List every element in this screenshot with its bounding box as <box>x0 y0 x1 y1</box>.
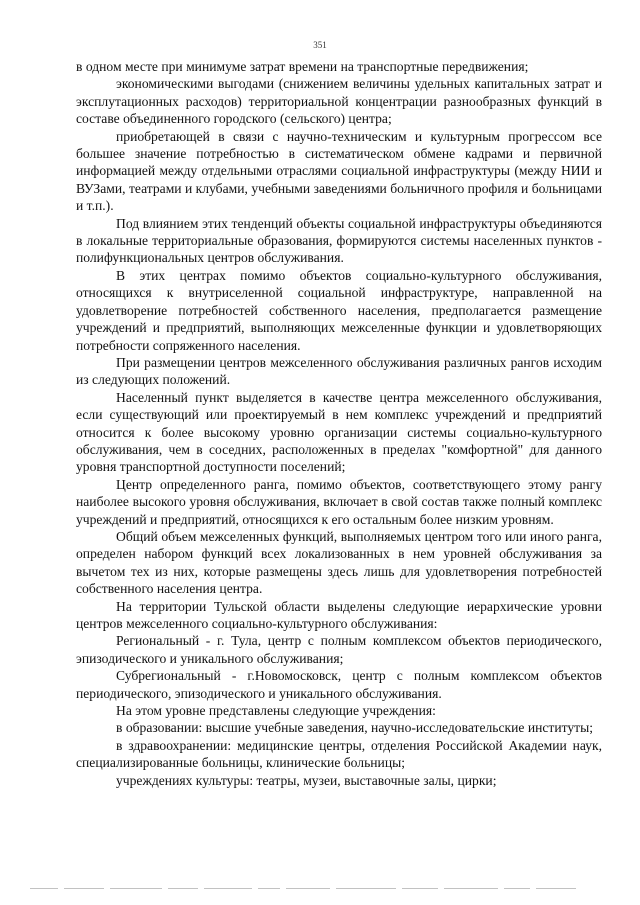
paragraph: Общий объем межселенных функций, выполняемых центром того или иного ранга, определен набором функций всех локализованных в нем уровней обслуживания за вычетом тех из них, которые размещены здесь лишь для удовлетворения потребностей собственного населения центра. <box>76 528 602 597</box>
paragraph: Субрегиональный - г.Новомосковск, центр с полным комплексом объектов периодического, эпизодического и уникального обслуживания. <box>76 668 602 701</box>
paragraph: Населенный пункт выделяется в качестве центра межселенного обслуживания, если существующий или проектируемый в нем комплекс учреждений и предприятий относится к более высокому уровню организации системы социально-культурного обслуживания, чем в соседних, расположенных в пределах "комфортной" для данного уровня транспортной доступности поселений; <box>76 389 602 475</box>
paragraph: Центр определенного ранга, помимо объектов, соответствующего этому рангу наиболее высокого уровня обслуживания, включает в свой состав также полный комплекс учреждений и предприятий, относящихся к его остальным более низким уровням. <box>76 476 602 527</box>
paragraph: приобретающей в связи с научно-техническим и культурным прогрессом все большее значение потребностью в систематическом обмене кадрами и первичной информацией между отдельными отраслями социальной инфраструктуры (между НИИ и ВУЗами, театрами и клубами, учебными заведениями больничного профиля и больницами и т.п.). <box>76 128 602 214</box>
paragraph: При размещении центров межселенного обслуживания различных рангов исходим из следующих положений. <box>76 354 602 388</box>
paragraph: На территории Тульской области выделены следующие иерархические уровни центров межселенного социально-культурного обслуживания: <box>76 598 602 631</box>
paragraph: в одном месте при минимуме затрат времени на транспортные передвижения; <box>76 59 529 74</box>
paragraph: В этих центрах помимо объектов социально-культурного обслуживания, относящихся к внутриселенной социальной инфраструктуре, направленной на удовлетворение потребностей собственного населения, предполагается размещение учреждений и предприятий, выполняющих межселенные функции и удовлетворяющих потребности сопряженного населения. <box>76 267 602 353</box>
paragraph: в здравоохранении: медицинские центры, отделения Российской Академии наук, специализированные больницы, клинические больницы; <box>76 737 602 771</box>
paragraph: Региональный - г. Тула, центр с полным комплексом объектов периодического, эпизодического и уникального обслуживания; <box>76 633 602 666</box>
page-number: 351 <box>313 40 327 50</box>
document-body <box>76 58 602 789</box>
paragraph: Под влиянием этих тенденций объекты социальной инфраструктуры объединяются в локальные территориальные образования, формируются системы населенных пунктов - полифункциональных центров обслуживания. <box>76 215 602 266</box>
paragraph: экономическими выгодами (снижением величины удельных капитальных затрат и эксплутационных расходов) территориальной концентрации разнообразных функций в составе объединенного городского (сельского) центра; <box>76 76 602 127</box>
paragraph: в образовании: высшие учебные заведения, научно-исследовательские институты; <box>116 720 594 736</box>
paragraph: учреждениях культуры: театры, музеи, выставочные залы, цирки; <box>116 772 497 788</box>
paragraph: На этом уровне представлены следующие учреждения: <box>116 703 436 719</box>
scan-footer-artifact <box>30 888 610 890</box>
